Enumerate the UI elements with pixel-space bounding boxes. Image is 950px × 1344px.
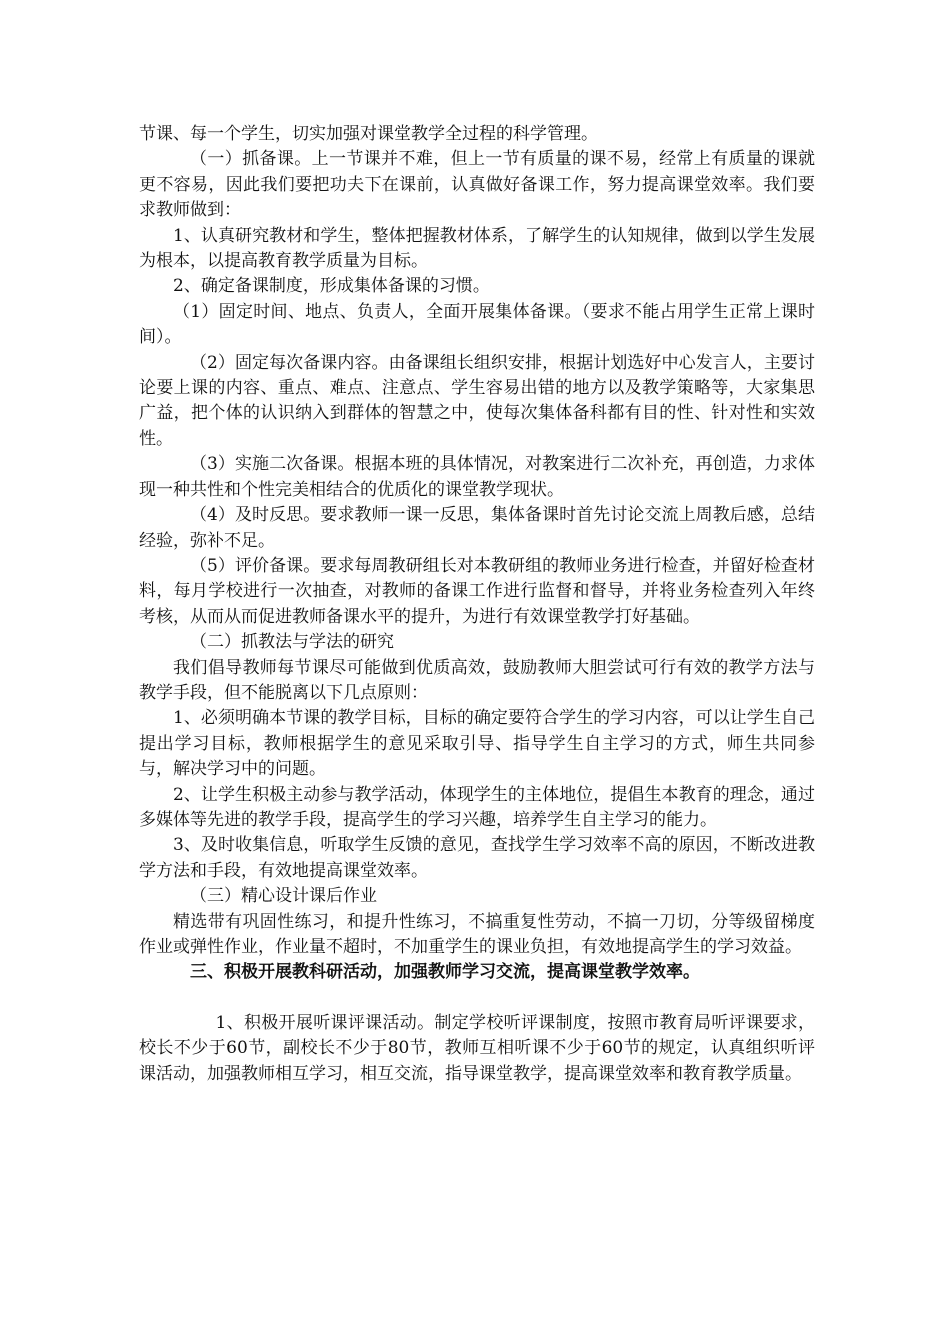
paragraph-sub-4: （4）及时反思。要求教师一课一反思，集体备课时首先讨论交流上周教后感，总结经验，弥补不足。 [139,505,815,551]
paragraph-subheading-2: （二）抓教法与学法的研究 [190,632,394,653]
paragraph-item-1: 1、认真研究教材和学生，整体把握教材体系，了解学生的认知规律，做到以学生发展为根本，以提高教育教学质量为目标。 [139,225,815,272]
paragraph-principle-3: 3、及时收集信息，听取学生反馈的意见，查找学生学习效率不高的原因，不断改进教学方法和手段，有效地提高课堂效率。 [139,835,815,881]
paragraph-sub-1: （1）固定时间、地点、负责人，全面开展集体备课。（要求不能占用学生正常上课时间）。 [139,301,815,348]
paragraph-sub-3: （3）实施二次备课。根据本班的具体情况，对教案进行二次补充，再创造，力求体现一种共性和个性完美相结合的优质化的课堂教学现状。 [139,454,815,500]
paragraph-principle-1: 1、必须明确本节课的教学目标，目标的确定要符合学生的学习内容，可以让学生自己提出学习目标，教师根据学生的意见采取引导、指导学生自主学习的方式，师生共同参与，解决学习中的问题。 [139,708,815,780]
paragraph-item-2: 2、确定备课制度，形成集体备课的习惯。 [173,276,490,297]
paragraph-principle-2: 2、让学生积极主动参与教学活动，体现学生的主体地位，提倡生本教育的理念，通过多媒体等先进的教学手段，提高学生的学习兴趣，培养学生自主学习的能力。 [139,784,815,830]
paragraph-subheading-3: （三）精心设计课后作业 [190,886,377,907]
paragraph-observation: 1、积极开展听课评课活动。制定学校听评课制度，按照市教育局听评课要求，校长不少于60节，副校长不少于80节，教师互相听课不少于60节的规定，认真组织听评课活动，加强教师相互学习，相互交流，指导课堂教学，提高课堂效率和教育教学质量。 [139,1012,815,1084]
paragraph-sub-5: （5）评价备课。要求每周教研组长对本教研组的教师业务进行检查，并留好检查材料，每月学校进行一次抽查，对教师的备课工作进行监督和督导，并将业务检查列入年终考核，从而从而促进教师备课水平的提升，为进行有效课堂教学打好基础。 [139,555,815,627]
section-heading: 三、积极开展教科研活动，加强教师学习交流，提高课堂教学效率。 [190,962,700,983]
paragraph-lesson-prep: （一）抓备课。上一节课并不难，但上一节有质量的课不易，经常上有质量的课就更不容易，因此我们要把功夫下在课前，认真做好备课工作，努力提高课堂效率。我们要求教师做到： [139,149,815,221]
paragraph-sub-2: （2）固定每次备课内容。由备课组长组织安排，根据计划选好中心发言人，主要讨论要上课的内容、重点、难点、注意点、学生容易出错的地方以及教学策略等，大家集思广益，把个体的认识纳入到群体的智慧之中，使每次集体备科都有目的性、针对性和实效性。 [139,352,815,449]
paragraph-homework: 精选带有巩固性练习，和提升性练习，不搞重复性劳动，不搞一刀切，分等级留梯度作业或弹性作业，作业量不超时，不加重学生的课业负担，有效地提高学生的学习效益。 [139,911,815,957]
document-body [139,122,815,1087]
paragraph-continuation: 节课、每一个学生，切实加强对课堂教学全过程的科学管理。 [139,124,598,144]
paragraph-methods-intro: 我们倡导教师每节课尽可能做到优质高效，鼓励教师大胆尝试可行有效的教学方法与教学手段，但不能脱离以下几点原则： [139,657,815,703]
